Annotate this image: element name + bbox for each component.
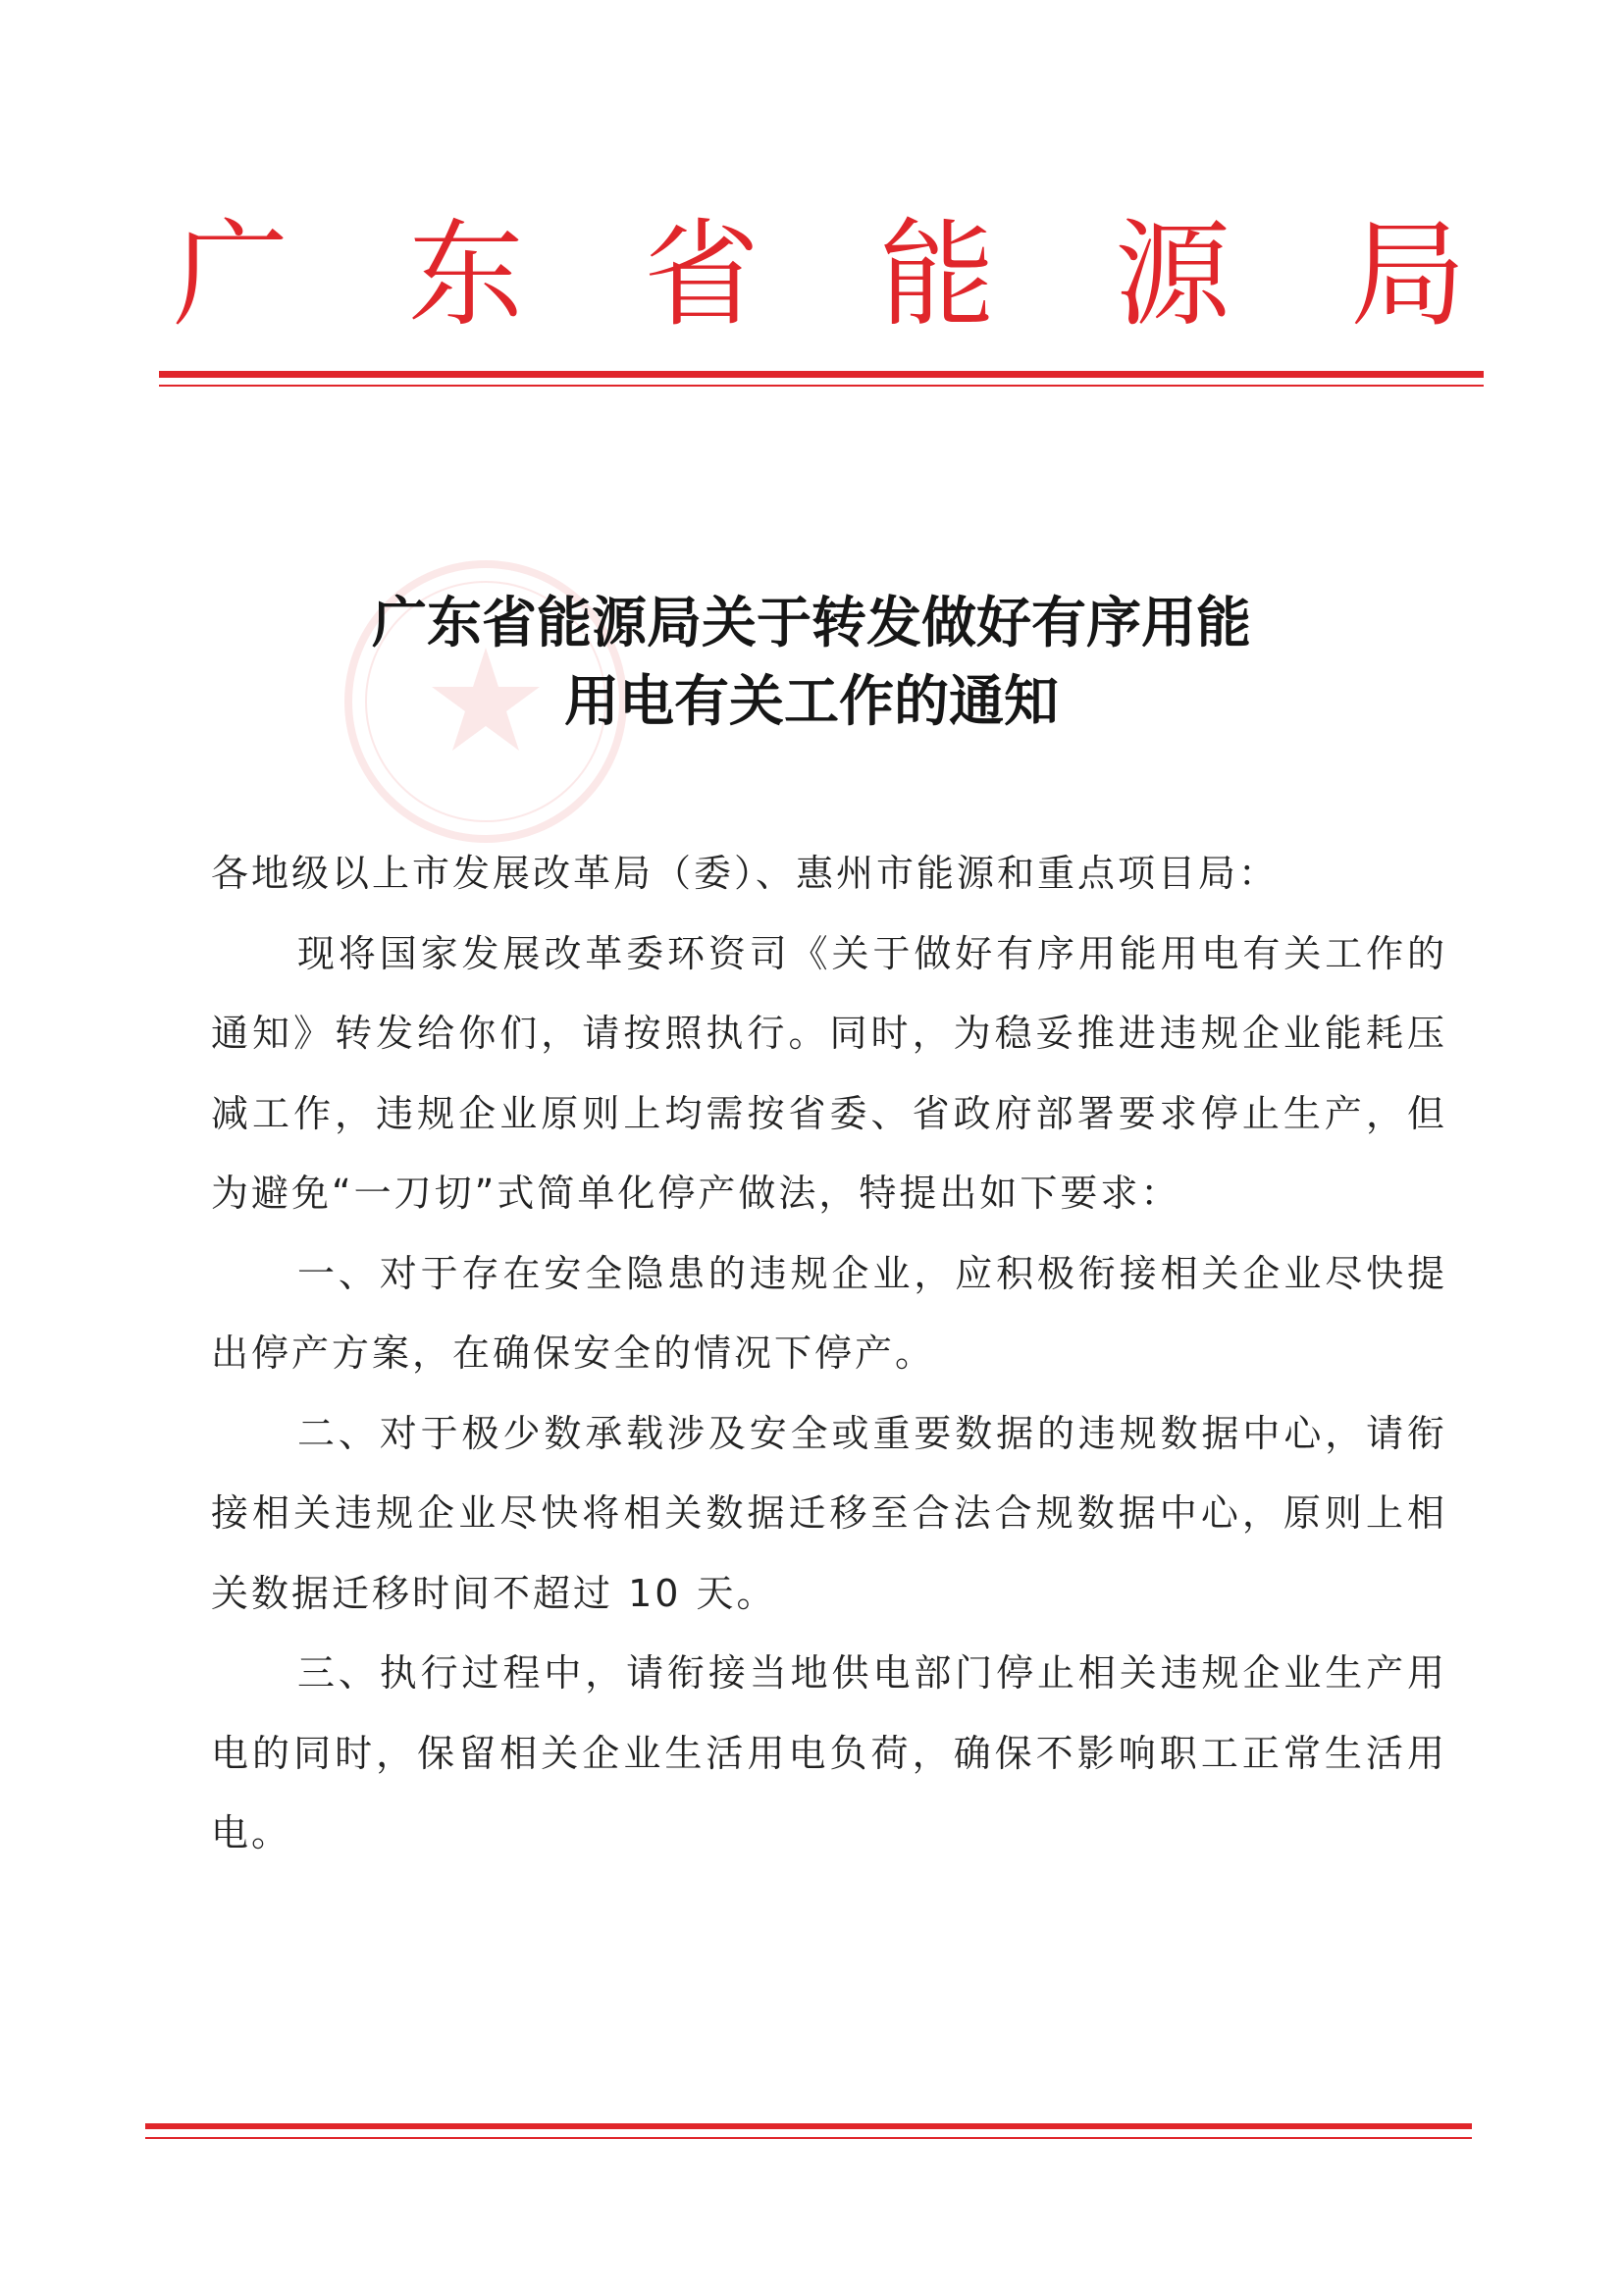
document-title <box>196 584 1427 741</box>
letterhead-divider-thin <box>159 385 1484 387</box>
paragraph-intro: 现将国家发展改革委环资司《关于做好有序用能用电有关工作的通知》转发给你们，请按照执行。同时，为稳妥推进违规企业能耗压减工作，违规企业原则上均需按省委、省政府部署要求停止生产，但为避免“一刀切”式简单化停产做法，特提出如下要求： <box>211 931 1447 1215</box>
letterhead-char: 局 <box>1349 207 1466 342</box>
title-line-1: 广东省能源局关于转发做好有序用能 <box>372 591 1251 655</box>
letterhead-char: 东 <box>407 207 524 342</box>
letterhead-char: 广 <box>172 207 288 342</box>
letterhead-divider-thick <box>159 371 1484 378</box>
footer-divider-thick <box>145 2123 1472 2129</box>
document-body <box>211 834 1447 1874</box>
letterhead-char: 省 <box>643 207 759 342</box>
letterhead-char: 源 <box>1114 207 1230 342</box>
addressee: 各地级以上市发展改革局（委）、惠州市能源和重点项目局： <box>211 852 1280 895</box>
letterhead-title <box>157 207 1482 342</box>
paragraph-item-2: 二、对于极少数承载涉及安全或重要数据的违规数据中心，请衔接相关违规企业尽快将相关数据迁移至合法合规数据中心，原则上相关数据迁移时间不超过 10 天。 <box>211 1411 1447 1615</box>
title-line-2: 用电有关工作的通知 <box>564 669 1059 734</box>
paragraph-item-1: 一、对于存在安全隐患的违规企业，应积极衔接相关企业尽快提出停产方案，在确保安全的情况下停产。 <box>211 1251 1447 1375</box>
letterhead-char: 能 <box>878 207 995 342</box>
paragraph-item-3: 三、执行过程中，请衔接当地供电部门停止相关违规企业生产用电的同时，保留相关企业生活用电负荷，确保不影响职工正常生活用电。 <box>211 1651 1447 1854</box>
footer-divider-thin <box>145 2137 1472 2139</box>
